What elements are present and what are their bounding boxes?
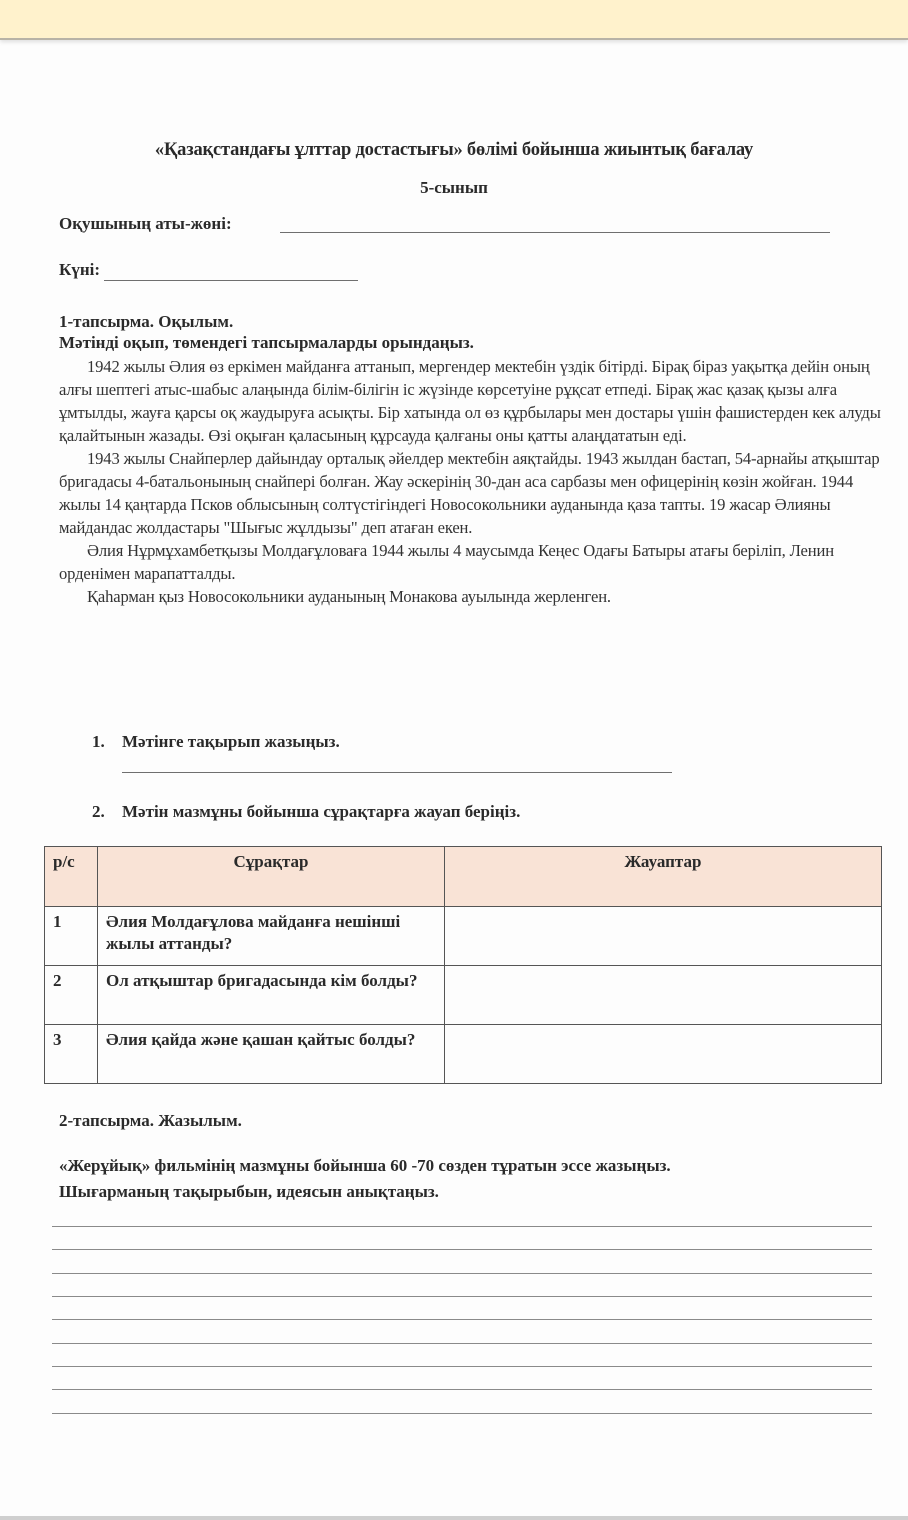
essay-line[interactable] xyxy=(52,1319,872,1320)
reading-passage xyxy=(59,355,881,608)
table-header-row xyxy=(45,847,882,907)
table-row xyxy=(45,966,882,1025)
header-answers: Жауаптар xyxy=(445,847,882,907)
row-number: 2 xyxy=(45,966,98,1025)
question-text: Мәтінге тақырып жазыңыз. xyxy=(122,732,340,751)
top-banner xyxy=(0,0,908,40)
question-text: Мәтін мазмұны бойынша сұрақтарға жауап беріңіз. xyxy=(122,802,521,821)
header-questions: Сұрақтар xyxy=(98,847,445,907)
row-number: 1 xyxy=(45,907,98,966)
passage-paragraph: Әлия Нұрмұхамбетқызы Молдағұловаға 1944 жылы 4 маусымда Кеңес Одағы Батыры атағы беріліп, Ленин орденімен марапатталды. xyxy=(59,541,834,583)
row-number: 3 xyxy=(45,1025,98,1084)
table-row xyxy=(45,907,882,966)
question-number: 2. xyxy=(92,802,105,821)
essay-line[interactable] xyxy=(52,1296,872,1297)
task2-heading: 2-тапсырма. Жазылым. xyxy=(59,1111,242,1130)
student-name-field[interactable] xyxy=(280,232,830,233)
essay-line[interactable] xyxy=(52,1366,872,1367)
header-number: р/с xyxy=(45,847,98,907)
task1-instruction: Мәтінді оқып, төмендегі тапсырмаларды орындаңыз. xyxy=(59,333,474,352)
passage-paragraph: 1943 жылы Снайперлер дайындау орталық әйелдер мектебін аяқтайды. 1943 жылдан бастап, 54-арнайы атқыштар бригадасы 4-батальонының снайпері болған. Жау әскерінің 30-дан аса сарбазы мен офицерінің көзін жойған. 1944 жылы 14 қаңтарда Псков облысының солтүстігіндегі Новосокольники ауданында қаза тапты. 19 жасар Әлияны майдандас жолдастары "Шығыс жұлдызы" деп атаған екен. xyxy=(59,449,880,537)
grade-label: 5-сынып xyxy=(420,178,488,197)
task2-instruction-line1: «Жерұйық» фильмінің мазмұны бойынша 60 -70 сөзден тұратын эссе жазыңыз. xyxy=(59,1156,671,1175)
essay-line[interactable] xyxy=(52,1343,872,1344)
bottom-edge xyxy=(0,1516,908,1520)
row-question: Әлия Молдағұлова майданға нешінші жылы аттанды? xyxy=(98,907,445,966)
date-field[interactable] xyxy=(104,280,358,281)
essay-line[interactable] xyxy=(52,1413,872,1414)
task2-instruction-line2: Шығарманың тақырыбын, идеясын анықтаңыз. xyxy=(59,1182,439,1201)
document-title: «Қазақстандағы ұлттар достастығы» бөлімі бойынша жиынтық бағалау xyxy=(154,140,754,160)
essay-line[interactable] xyxy=(52,1249,872,1250)
question-number: 1. xyxy=(92,732,105,751)
task1-heading: 1-тапсырма. Оқылым. xyxy=(59,312,234,331)
row-question: Әлия қайда және қашан қайтыс болды? xyxy=(98,1025,445,1084)
row-answer-cell[interactable] xyxy=(445,966,882,1025)
passage-paragraph: 1942 жылы Әлия өз еркімен майданға аттанып, мергендер мектебін үздік бітірді. Бірақ біраз уақытқа дейін оның алғы шептегі атыс-шабыс алаңында білім-білігін іс жүзінде көрсетуіне рұқсат етпеді. Бірақ жас қазақ қызы алға ұмтылды, жауға қарсы оқ жаудыруға асықты. Бір хатында ол өз құрбылары мен достары үшін фашистерден кек алуды қалайтынын жазады. Өзі оқыған қаласының құрсауда қалғаны оны қатты алаңдататын еді. xyxy=(59,357,881,445)
essay-line[interactable] xyxy=(52,1389,872,1390)
essay-line[interactable] xyxy=(52,1226,872,1227)
title-answer-field[interactable] xyxy=(122,772,672,773)
date-label: Күні: xyxy=(59,260,101,279)
row-question: Ол атқыштар бригадасында кім болды? xyxy=(98,966,445,1025)
table-row xyxy=(45,1025,882,1084)
row-answer-cell[interactable] xyxy=(445,907,882,966)
row-answer-cell[interactable] xyxy=(445,1025,882,1084)
essay-line[interactable] xyxy=(52,1273,872,1274)
student-name-label: Оқушының аты-жөні: xyxy=(59,214,232,233)
questions-table xyxy=(44,846,882,1084)
passage-paragraph: Қаһарман қыз Новосокольники ауданының Монакова ауылында жерленген. xyxy=(87,587,611,606)
